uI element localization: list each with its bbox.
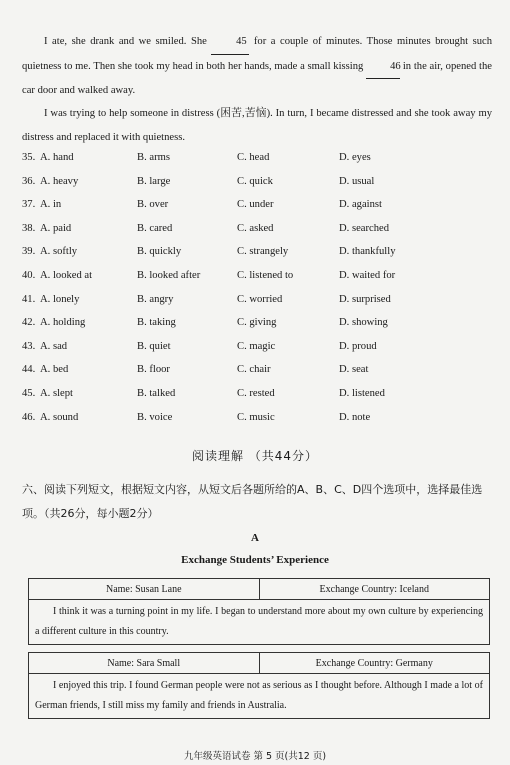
question-number: 44. — [22, 364, 36, 376]
option-a: A. slept — [40, 388, 73, 399]
option-b: B. looked after — [137, 270, 201, 281]
student-country: Exchange Country: Germany — [259, 653, 490, 674]
question-row — [22, 223, 492, 243]
option-d: D. thankfully — [339, 246, 396, 258]
question-row — [22, 152, 492, 172]
option-c: C. asked — [237, 222, 274, 234]
option-d: D. eyes — [339, 152, 371, 163]
option-c: C. music — [237, 411, 275, 423]
option-d: D. waited for — [339, 270, 396, 281]
option-b: B. large — [137, 175, 171, 187]
option-b: B. over — [137, 199, 169, 211]
question-number: 40. — [22, 270, 36, 281]
option-d: D. listened — [339, 388, 385, 399]
option-c: C. chair — [237, 364, 271, 376]
question-row — [22, 341, 492, 361]
passage-text: I ate, she drank and we smiled. She — [44, 36, 207, 47]
question-number: 46. — [22, 411, 36, 423]
student-table-2 — [28, 652, 490, 719]
student-country: Exchange Country: Iceland — [259, 579, 490, 600]
passage-text: in the air, opened the car door and walked away. — [22, 60, 492, 96]
passage-paragraph-1 — [22, 30, 492, 103]
question-number: 45. — [22, 388, 36, 399]
student-name: Name: Sara Small — [29, 653, 260, 674]
question-row — [22, 412, 492, 432]
question-number: 41. — [22, 293, 36, 305]
option-a: A. looked at — [40, 270, 93, 281]
student-comment: I enjoyed this trip. I found German people were not as serious as I thought before. Although I made a lot of German friends, I still miss my family and friends in Australia. — [29, 674, 490, 719]
option-d: D. proud — [339, 340, 377, 352]
question-number: 36. — [22, 175, 36, 187]
option-d: D. against — [339, 199, 382, 211]
option-c: C. rested — [237, 388, 275, 399]
option-b: B. floor — [137, 364, 170, 376]
option-c: C. under — [237, 199, 274, 211]
option-c: C. head — [237, 152, 270, 163]
option-a: A. sad — [40, 340, 68, 352]
question-row — [22, 176, 492, 196]
question-row — [22, 246, 492, 266]
option-a: A. bed — [40, 364, 69, 376]
student-comment: I think it was a turning point in my life. I began to understand more about my own culture by experiencing a different culture in this country. — [29, 600, 490, 645]
student-name: Name: Susan Lane — [29, 579, 260, 600]
option-d: D. usual — [339, 175, 375, 187]
question-number: 37. — [22, 199, 36, 211]
passage-title: Exchange Students’ Experience — [181, 554, 329, 566]
question-row — [22, 317, 492, 337]
passage-paragraph-2: I was trying to help someone in distress (困苦,苦恼). In turn, I became distressed and she took away my distress and replaced it with quietness. — [22, 108, 492, 143]
option-b: B. arms — [137, 152, 170, 163]
page-footer: 九年级英语试卷 第 5 页(共12 页) — [183, 751, 327, 762]
option-c: C. worried — [237, 293, 283, 305]
blank-46: 46 — [366, 55, 400, 80]
option-c: C. quick — [237, 175, 273, 187]
option-c: C. magic — [237, 340, 276, 352]
option-d: D. searched — [339, 222, 389, 234]
option-c: C. listened to — [237, 270, 294, 281]
question-number: 38. — [22, 222, 36, 234]
option-a: A. heavy — [40, 175, 79, 187]
question-row — [22, 270, 492, 290]
option-b: B. talked — [137, 388, 176, 399]
option-a: A. sound — [40, 411, 79, 423]
section-title: 阅读理解 （共44分） — [191, 449, 319, 463]
option-a: A. in — [40, 199, 62, 211]
option-b: B. angry — [137, 293, 174, 305]
question-number: 39. — [22, 246, 36, 258]
student-table-1 — [28, 578, 490, 645]
option-d: D. surprised — [339, 293, 391, 305]
option-c: C. giving — [237, 317, 277, 329]
option-b: B. cared — [137, 222, 173, 234]
question-row — [22, 294, 492, 314]
question-row — [22, 388, 492, 408]
option-a: A. hand — [40, 152, 74, 163]
option-d: D. showing — [339, 317, 388, 329]
question-number: 42. — [22, 317, 36, 329]
passage-text: for a couple of minutes. Those minutes brought such quietness to me. Then she took my head in both her hands, made a small kissing — [22, 36, 492, 72]
option-d: D. seat — [339, 364, 369, 376]
option-b: B. voice — [137, 411, 173, 423]
option-c: C. strangely — [237, 246, 289, 258]
option-a: A. paid — [40, 222, 72, 234]
instruction: 六、阅读下列短文，根据短文内容，从短文后各题所给的A、B、C、D四个选项中，选择最佳选项。（共26分，每小题2分） — [22, 483, 483, 520]
option-a: A. lonely — [40, 293, 80, 305]
question-number: 35. — [22, 152, 36, 163]
passage-letter: A — [251, 532, 259, 544]
option-b: B. taking — [137, 317, 176, 329]
question-row — [22, 199, 492, 219]
option-b: B. quickly — [137, 246, 182, 258]
question-row — [22, 364, 492, 384]
option-a: A. holding — [40, 317, 86, 329]
question-number: 43. — [22, 340, 36, 352]
option-b: B. quiet — [137, 340, 171, 352]
option-d: D. note — [339, 411, 371, 423]
blank-45: 45 — [211, 30, 249, 55]
option-a: A. softly — [40, 246, 78, 258]
